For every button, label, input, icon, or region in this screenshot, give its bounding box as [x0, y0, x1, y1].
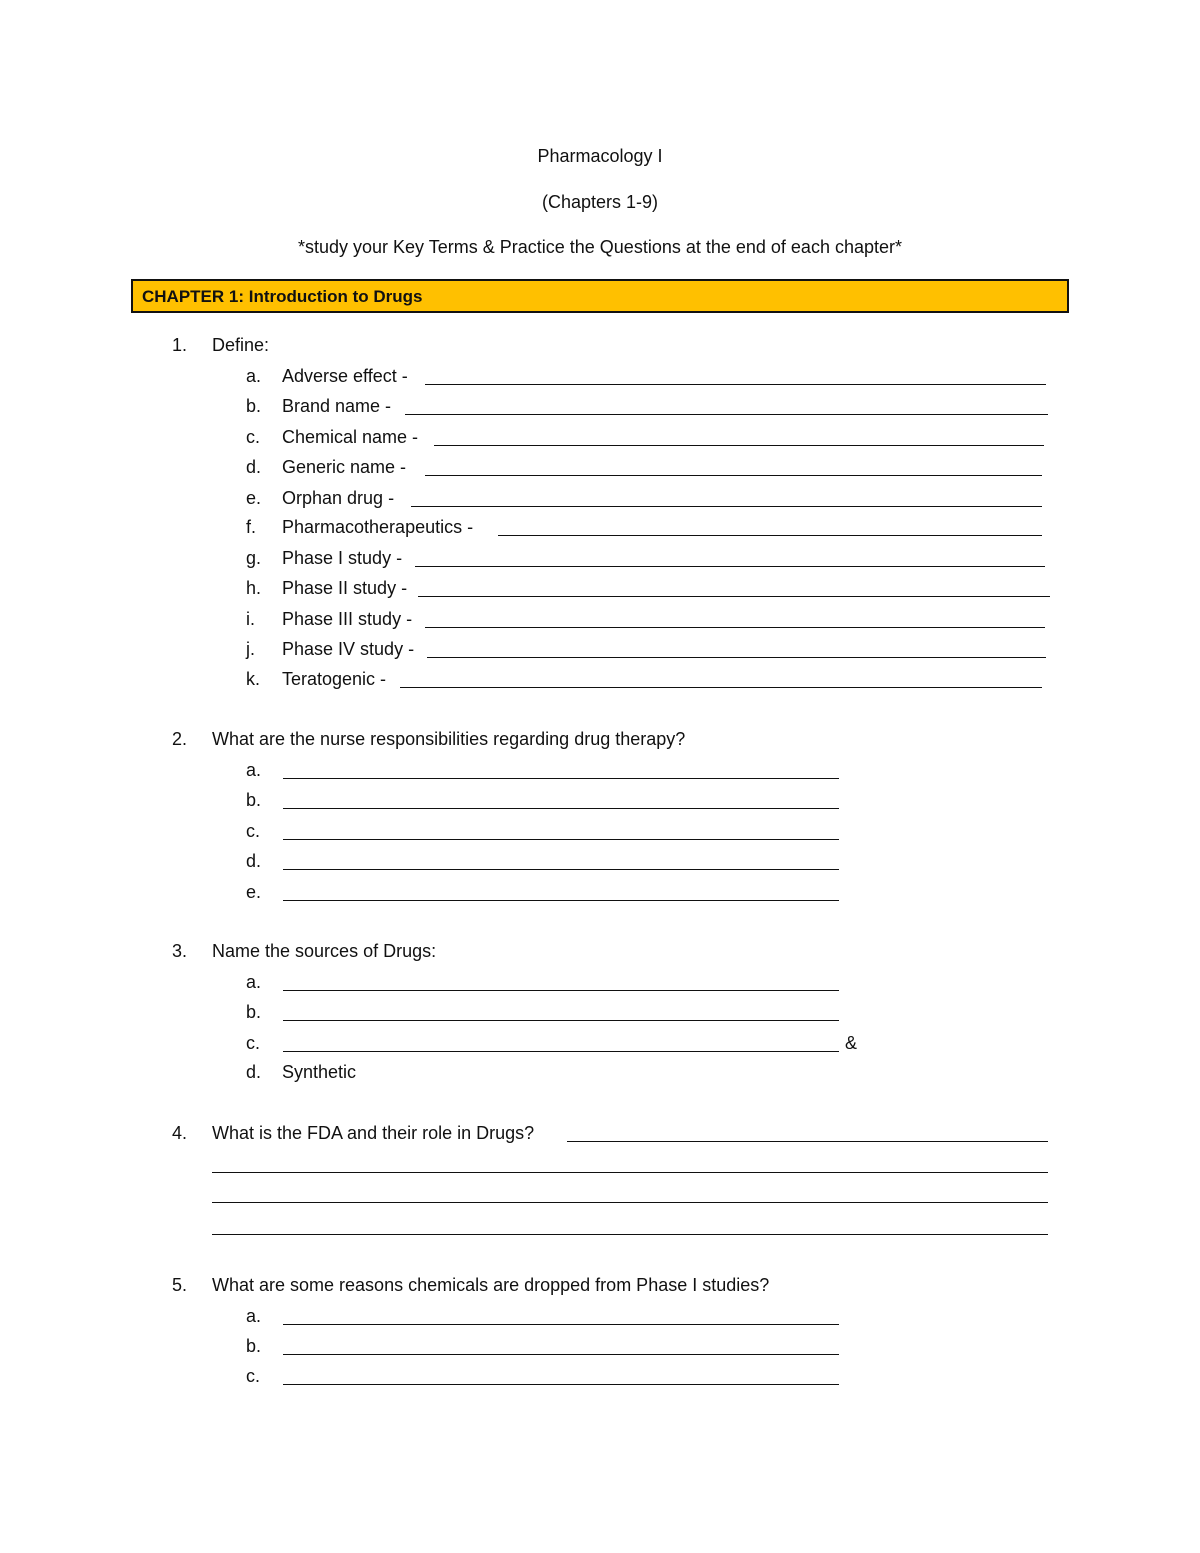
item-letter: c.	[246, 1033, 261, 1053]
answer-line[interactable]	[498, 535, 1042, 536]
chapter-banner	[131, 279, 1069, 313]
item-letter: i.	[246, 609, 255, 629]
item-letter: j.	[246, 639, 255, 659]
answer-line[interactable]	[405, 414, 1048, 415]
study-note: *study your Key Terms & Practice the Questions at the end of each chapter*	[298, 237, 902, 257]
item-letter: b.	[246, 1002, 262, 1022]
answer-line[interactable]	[283, 1051, 839, 1052]
question-number: 2.	[172, 729, 188, 749]
definition-term: Orphan drug -	[282, 488, 395, 508]
answer-line[interactable]	[283, 839, 839, 840]
item-letter: d.	[246, 1062, 262, 1082]
question-1	[172, 335, 269, 356]
item-letter: k.	[246, 669, 261, 689]
answer-line[interactable]	[425, 475, 1042, 476]
question-text: What are the nurse responsibilities regarding drug therapy?	[212, 729, 686, 749]
question-5	[172, 1275, 769, 1296]
question-2	[172, 729, 685, 750]
item-letter: a.	[246, 972, 262, 992]
question-number: 4.	[172, 1123, 188, 1143]
item-letter: b.	[246, 396, 262, 416]
definition-term: Generic name -	[282, 457, 407, 477]
definition-term: Teratogenic -	[282, 669, 387, 689]
item-letter: c.	[246, 1366, 261, 1386]
page-title: Pharmacology I	[537, 146, 663, 166]
answer-line[interactable]	[434, 445, 1044, 446]
answer-line[interactable]	[418, 596, 1050, 597]
item-letter: b.	[246, 790, 262, 810]
question-number: 5.	[172, 1275, 188, 1295]
question-text: Name the sources of Drugs:	[212, 941, 437, 961]
answer-line[interactable]	[283, 1324, 839, 1325]
item-letter: h.	[246, 578, 262, 598]
answer-line[interactable]	[283, 990, 839, 991]
item-letter: a.	[246, 366, 262, 386]
definition-term: Chemical name -	[282, 427, 419, 447]
item-letter: d.	[246, 457, 262, 477]
answer-line[interactable]	[283, 808, 839, 809]
question-text: What is the FDA and their role in Drugs?	[212, 1123, 535, 1143]
definition-term: Brand name -	[282, 396, 392, 416]
answer-line[interactable]	[427, 657, 1046, 658]
definition-term: Pharmacotherapeutics -	[282, 517, 474, 537]
question-4	[172, 1123, 534, 1144]
answer-line[interactable]	[425, 627, 1045, 628]
item-letter: g.	[246, 548, 262, 568]
question-3	[172, 941, 436, 962]
answer-line[interactable]	[400, 687, 1042, 688]
chapter-title: CHAPTER 1: Introduction to Drugs	[142, 287, 423, 306]
definition-term: Phase III study -	[282, 609, 413, 629]
answer-line[interactable]	[283, 900, 839, 901]
question-number: 3.	[172, 941, 188, 961]
answer-line[interactable]	[212, 1234, 1048, 1235]
item-letter: d.	[246, 851, 262, 871]
ampersand: &	[845, 1033, 858, 1053]
answer-line[interactable]	[283, 869, 839, 870]
item-letter: a.	[246, 760, 262, 780]
question-text: What are some reasons chemicals are dropped from Phase I studies?	[212, 1275, 770, 1295]
answer-line[interactable]	[283, 778, 839, 779]
page-subtitle: (Chapters 1-9)	[541, 192, 659, 212]
question-number: 1.	[172, 335, 188, 355]
answer-line[interactable]	[283, 1354, 839, 1355]
answer-line[interactable]	[567, 1141, 1048, 1142]
answer-line[interactable]	[283, 1020, 839, 1021]
definition-term: Phase IV study -	[282, 639, 415, 659]
item-letter: c.	[246, 821, 261, 841]
source-synthetic: Synthetic	[282, 1062, 357, 1082]
answer-line[interactable]	[411, 506, 1042, 507]
item-letter: f.	[246, 517, 257, 537]
answer-line[interactable]	[212, 1202, 1048, 1203]
item-letter: c.	[246, 427, 261, 447]
definition-term: Phase II study -	[282, 578, 408, 598]
item-letter: b.	[246, 1336, 262, 1356]
definition-term: Phase I study -	[282, 548, 403, 568]
answer-line[interactable]	[415, 566, 1045, 567]
answer-line[interactable]	[425, 384, 1046, 385]
answer-line[interactable]	[212, 1172, 1048, 1173]
item-letter: e.	[246, 882, 262, 902]
item-letter: e.	[246, 488, 262, 508]
item-letter: a.	[246, 1306, 262, 1326]
definition-term: Adverse effect -	[282, 366, 408, 386]
question-text: Define:	[212, 335, 270, 355]
answer-line[interactable]	[283, 1384, 839, 1385]
